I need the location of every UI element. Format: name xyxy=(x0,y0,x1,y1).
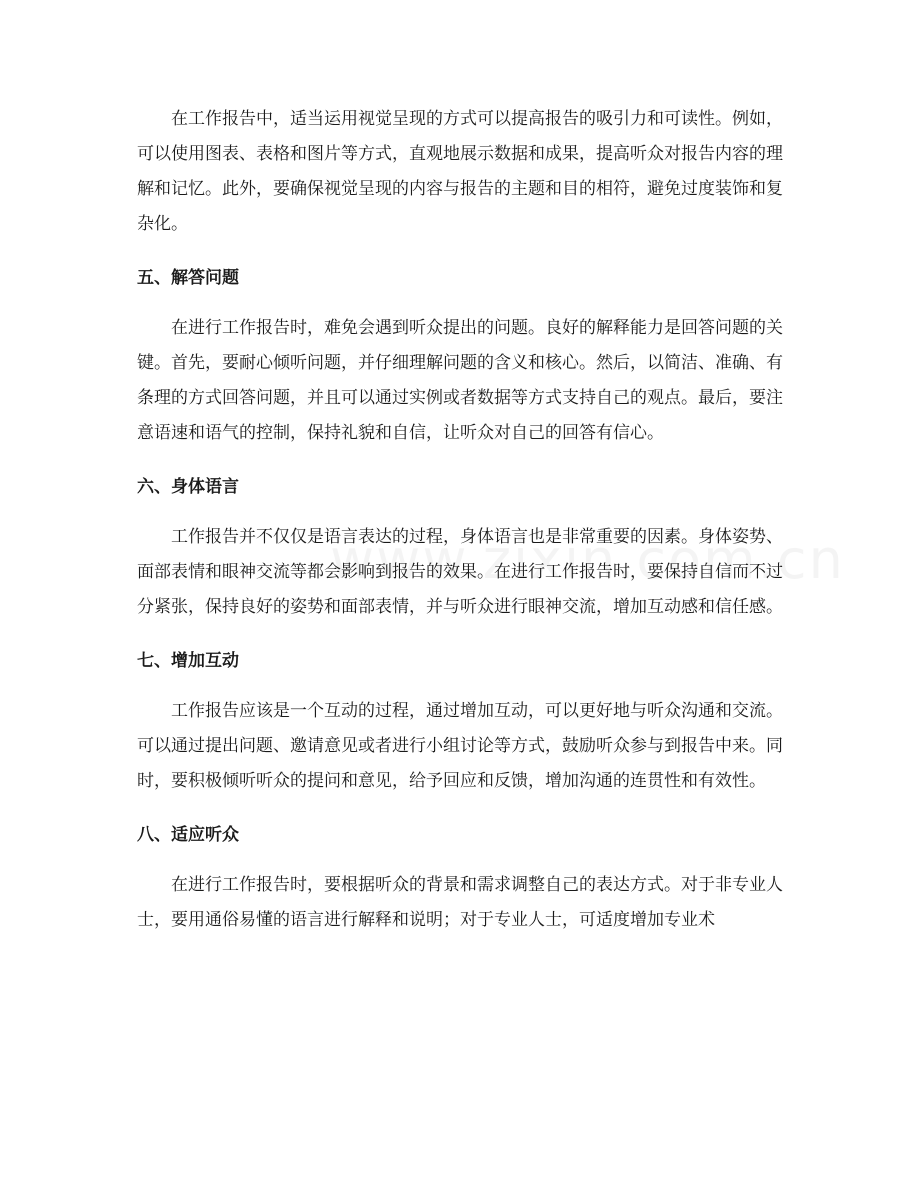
paragraph-visual-presentation: 在工作报告中，适当运用视觉呈现的方式可以提高报告的吸引力和可读性。例如，可以使用图表、表格和图片等方式，直观地展示数据和成果，提高听众对报告内容的理解和记忆。此外，要确保视觉呈现的内容与报告的主题和目的相符，避免过度装饰和复杂化。 xyxy=(137,109,783,234)
paragraph-adapt-audience: 在进行工作报告时，要根据听众的背景和需求调整自己的表达方式。对于非专业人士，要用通俗易懂的语言进行解释和说明；对于专业人士，可适度增加专业术 xyxy=(137,875,783,930)
heading-answer-questions: 五、解答问题 xyxy=(137,268,239,288)
document-body xyxy=(137,102,783,938)
heading-increase-interaction: 七、增加互动 xyxy=(137,651,239,671)
paragraph-answer-questions: 在进行工作报告时，难免会遇到听众提出的问题。良好的解释能力是回答问题的关键。首先，要耐心倾听问题，并仔细理解问题的含义和核心。然后，以简洁、准确、有条理的方式回答问题，并且可以通过实例或者数据等方式支持自己的观点。最后，要注意语速和语气的控制，保持礼貌和自信，让听众对自己的回答有信心。 xyxy=(137,318,783,443)
heading-body-language: 六、身体语言 xyxy=(137,477,239,497)
heading-adapt-audience: 八、适应听众 xyxy=(137,825,239,845)
paragraph-body-language: 工作报告并不仅仅是语言表达的过程，身体语言也是非常重要的因素。身体姿势、面部表情和眼神交流等都会影响到报告的效果。在进行工作报告时，要保持自信而不过分紧张，保持良好的姿势和面部表情，并与听众进行眼神交流，增加互动感和信任感。 xyxy=(137,527,783,617)
paragraph-increase-interaction: 工作报告应该是一个互动的过程，通过增加互动，可以更好地与听众沟通和交流。可以通过提出问题、邀请意见或者进行小组讨论等方式，鼓励听众参与到报告中来。同时，要积极倾听听众的提问和意见，给予回应和反馈，增加沟通的连贯性和有效性。 xyxy=(137,701,783,791)
